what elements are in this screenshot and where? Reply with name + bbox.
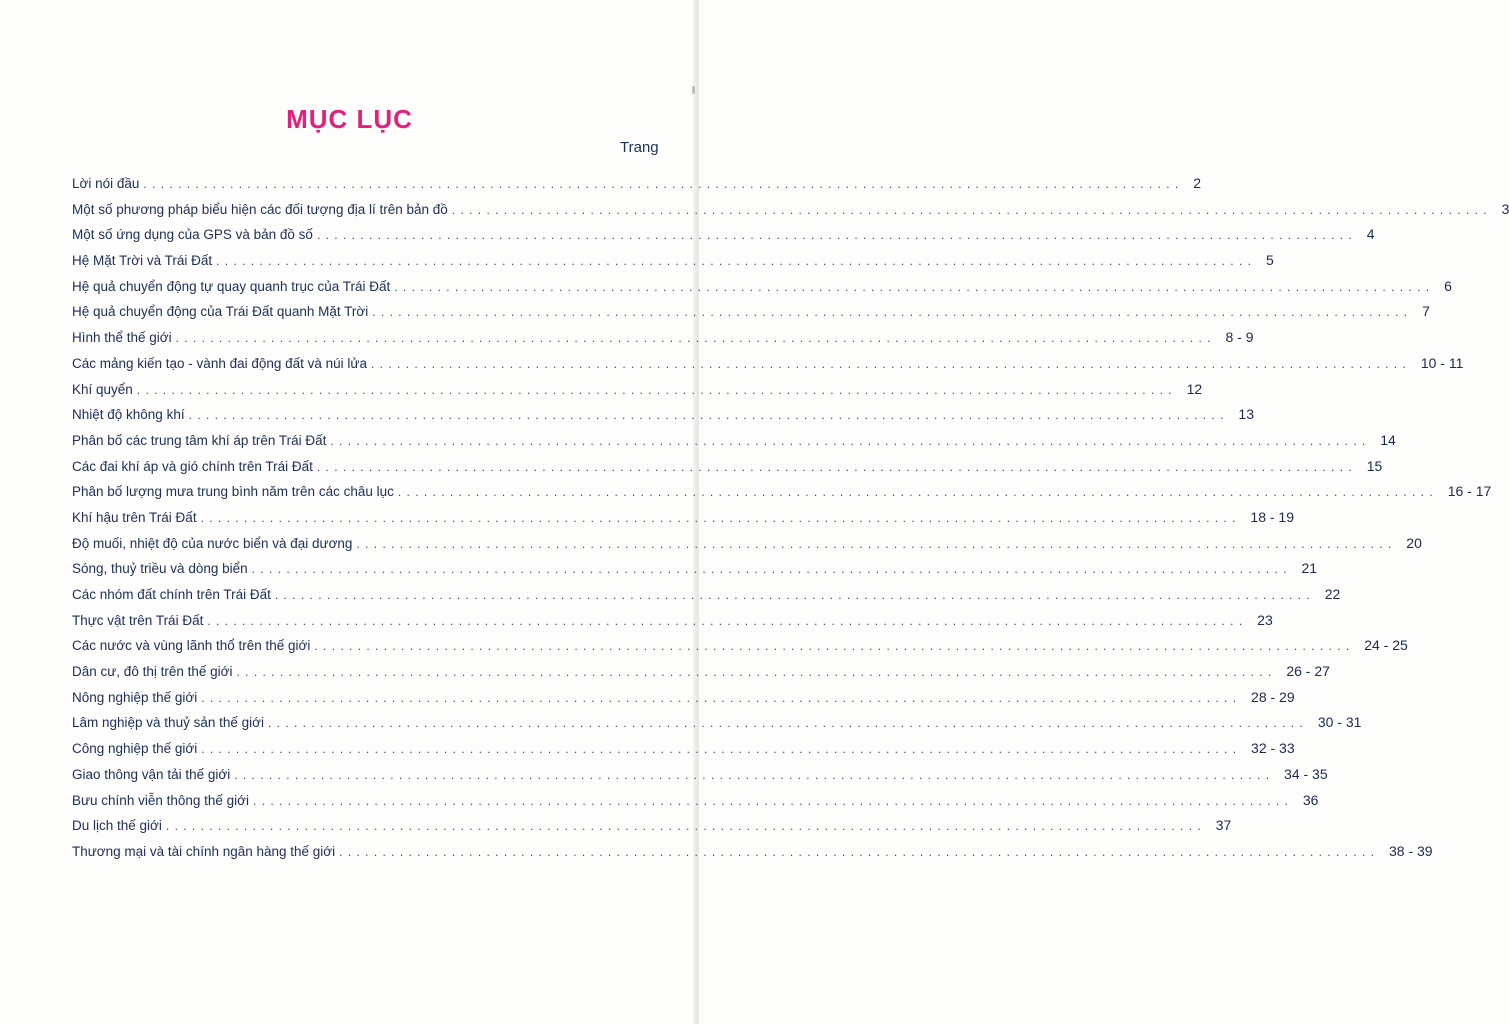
edge-mark (692, 86, 695, 94)
toc-dot-leader: . . . . . . . . . . . . . . . . . . . . . . . . . . . . . . . . . . . . . . . . . . . . . . . . . . . . . . . . . . . . . . . . . . . . . . . . . . . . . . . . . . . . . . . . . . . . . . . . . . . . . . . . . . . . . . . . . . . . . . . . (451, 202, 1488, 217)
toc-dot-leader: . . . . . . . . . . . . . . . . . . . . . . . . . . . . . . . . . . . . . . . . . . . . . . . . . . . . . . . . . . . . . . . . . . . . . . . . . . . . . . . . . . . . . . . . . . . . . . . . . . . . . . . . . . . . . . . . . . . . . . . . (188, 408, 1225, 423)
toc-entry-title: Lời nói đầu (72, 176, 140, 191)
toc-entry-title: Một số ứng dụng của GPS và bản đồ số (72, 227, 313, 243)
toc-entry-page: 38 - 39 (1388, 842, 1433, 859)
toc-entry-page: 22 (1324, 586, 1341, 602)
toc-entry-page: 30 - 31 (1317, 714, 1362, 731)
toc-dot-leader: . . . . . . . . . . . . . . . . . . . . . . . . . . . . . . . . . . . . . . . . . . . . . . . . . . . . . . . . . . . . . . . . . . . . . . . . . . . . . . . . . . . . . . . . . . . . . . . . . . . . . . . . . . . . . . . . . . . . . . . . (216, 254, 1252, 269)
toc-entry-page: 24 - 25 (1364, 637, 1408, 654)
toc-dot-leader: . . . . . . . . . . . . . . . . . . . . . . . . . . . . . . . . . . . . . . . . . . . . . . . . . . . . . . . . . . . . . . . . . . . . . . . . . . . . . . . . . . . . . . . . . . . . . . . . . . . . . . . . . . . . . . . . . . . . . . . . (201, 690, 1238, 705)
toc-entry-title: Hệ Mặt Trời và Trái Đất (72, 253, 213, 269)
toc-entry-title: Thương mại và tài chính ngân hàng thế giới (72, 843, 336, 859)
toc-entry (72, 736, 1295, 762)
toc-entry-title: Du lịch thế giới (72, 818, 162, 834)
toc-dot-leader: . . . . . . . . . . . . . . . . . . . . . . . . . . . . . . . . . . . . . . . . . . . . . . . . . . . . . . . . . . . . . . . . . . . . . . . . . . . . . . . . . . . . . . . . . . . . . . . . . . . . . . . . . . . . . . . . . . . . . . . . (143, 177, 1180, 191)
toc-dot-leader: . . . . . . . . . . . . . . . . . . . . . . . . . . . . . . . . . . . . . . . . . . . . . . . . . . . . . . . . . . . . . . . . . . . . . . . . . . . . . . . . . . . . . . . . . . . . . . . . . . . . . . . . . . . . . . . . . . . . . . . . (234, 767, 1271, 782)
toc-entry (72, 428, 1396, 454)
toc-entry-page: 10 - 11 (1420, 354, 1464, 371)
toc-dot-leader: . . . . . . . . . . . . . . . . . . . . . . . . . . . . . . . . . . . . . . . . . . . . . . . . . . . . . . . . . . . . . . . . . . . . . . . . . . . . . . . . . . . . . . . . . . . . . . . . . . . . . . . . . . . . . . . . . . . . . . . . (267, 716, 1304, 731)
toc-dot-leader: . . . . . . . . . . . . . . . . . . . . . . . . . . . . . . . . . . . . . . . . . . . . . . . . . . . . . . . . . . . . . . . . . . . . . . . . . . . . . . . . . . . . . . . . . . . . . . . . . . . . . . . . . . . . . . . . . . . . . . . . (397, 485, 1434, 500)
toc-entry-page: 34 - 35 (1284, 765, 1328, 782)
toc-dot-leader: . . . . . . . . . . . . . . . . . . . . . . . . . . . . . . . . . . . . . . . . . . . . . . . . . . . . . . . . . . . . . . . . . . . . . . . . . . . . . . . . . . . . . . . . . . . . . . . . . . . . . . . . . . . . . . . . . . . . . . . . (356, 536, 1393, 551)
toc-dot-leader: . . . . . . . . . . . . . . . . . . . . . . . . . . . . . . . . . . . . . . . . . . . . . . . . . . . . . . . . . . . . . . . . . . . . . . . . . . . . . . . . . . . . . . . . . . . . . . . . . . . . . . . . . . . . . . . . . . . . . . . . (316, 228, 1353, 243)
toc-entry-title: Khí quyển (72, 381, 133, 397)
toc-entry-page: 5 (1265, 252, 1274, 269)
toc-entry-page: 16 - 17 (1447, 483, 1492, 500)
toc-entry (72, 274, 1452, 300)
toc-entry-title: Khí hậu trên Trái Đất (72, 509, 197, 525)
toc-entry (72, 454, 1383, 480)
toc-dot-leader: . . . . . . . . . . . . . . . . . . . . . . . . . . . . . . . . . . . . . . . . . . . . . . . . . . . . . . . . . . . . . . . . . . . . . . . . . . . . . . . . . . . . . . . . . . . . . . . . . . . . . . . . . . . . . . . . . . . . . . . . (201, 742, 1238, 757)
toc-dot-leader: . . . . . . . . . . . . . . . . . . . . . . . . . . . . . . . . . . . . . . . . . . . . . . . . . . . . . . . . . . . . . . . . . . . . . . . . . . . . . . . . . . . . . . . . . . . . . . . . . . . . . . . . . . . . . . . . . . . . . . . . (253, 793, 1289, 808)
page-column-label: Trang (620, 139, 659, 156)
toc-entry (72, 171, 1202, 197)
toc-entry (72, 402, 1254, 428)
toc-entry (72, 222, 1375, 248)
toc-entry-page: 15 (1366, 457, 1383, 474)
toc-entry-title: Các nhóm đất chính trên Trái Đất (72, 587, 271, 602)
toc-entry-title: Thực vật trên Trái Đất (72, 612, 204, 628)
toc-entry (72, 659, 1330, 685)
toc-entry-page: 2 (1193, 175, 1202, 191)
toc-entry-title: Phân bố lượng mưa trung bình năm trên các châu lục (72, 484, 394, 500)
toc-entry (72, 197, 1509, 223)
toc-entry-title: Bưu chính viễn thông thế giới (72, 792, 250, 808)
toc-entry (72, 685, 1295, 711)
toc-dot-leader: . . . . . . . . . . . . . . . . . . . . . . . . . . . . . . . . . . . . . . . . . . . . . . . . . . . . . . . . . . . . . . . . . . . . . . . . . . . . . . . . . . . . . . . . . . . . . . . . . . . . . . . . . . . . . . . . . . . . . . . . (314, 639, 1351, 654)
toc-entry-title: Nông nghiệp thế giới (72, 689, 198, 705)
toc-entry (72, 377, 1203, 403)
toc-entry-title: Giao thông vận tải thế giới (72, 766, 231, 782)
toc-dot-leader: . . . . . . . . . . . . . . . . . . . . . . . . . . . . . . . . . . . . . . . . . . . . . . . . . . . . . . . . . . . . . . . . . . . . . . . . . . . . . . . . . . . . . . . . . . . . . . . . . . . . . . . . . . . . . . . . . . . . . . . . (274, 588, 1311, 602)
toc-entry-page: 26 - 27 (1286, 663, 1330, 680)
toc-entry (72, 813, 1232, 839)
toc-dot-leader: . . . . . . . . . . . . . . . . . . . . . . . . . . . . . . . . . . . . . . . . . . . . . . . . . . . . . . . . . . . . . . . . . . . . . . . . . . . . . . . . . . . . . . . . . . . . . . . . . . . . . . . . . . . . . . . . . . . . . . . . (370, 356, 1407, 371)
toc-entry (72, 299, 1430, 325)
toc-dot-leader: . . . . . . . . . . . . . . . . . . . . . . . . . . . . . . . . . . . . . . . . . . . . . . . . . . . . . . . . . . . . . . . . . . . . . . . . . . . . . . . . . . . . . . . . . . . . . . . . . . . . . . . . . . . . . . . . . . . . . . . . (175, 331, 1212, 346)
toc-entry (72, 633, 1408, 659)
toc-dot-leader: . . . . . . . . . . . . . . . . . . . . . . . . . . . . . . . . . . . . . . . . . . . . . . . . . . . . . . . . . . . . . . . . . . . . . . . . . . . . . . . . . . . . . . . . . . . . . . . . . . . . . . . . . . . . . . . . . . . . . . . . (372, 305, 1409, 320)
toc-entry (72, 788, 1319, 814)
toc-dot-leader: . . . . . . . . . . . . . . . . . . . . . . . . . . . . . . . . . . . . . . . . . . . . . . . . . . . . . . . . . . . . . . . . . . . . . . . . . . . . . . . . . . . . . . . . . . . . . . . . . . . . . . . . . . . . . . . . . . . . . . . . (394, 279, 1431, 294)
toc-entry (72, 351, 1464, 377)
toc-entry-page: 12 (1186, 380, 1203, 397)
toc-entry-page: 6 (1444, 277, 1452, 294)
table-of-contents (72, 171, 1509, 865)
toc-entry-page: 37 (1215, 817, 1232, 834)
toc-entry-page: 32 - 33 (1251, 740, 1295, 757)
toc-entry (72, 479, 1492, 505)
toc-entry-title: Công nghiệp thế giới (72, 741, 198, 757)
toc-entry-title: Hình thể thế giới (72, 330, 172, 346)
toc-entry-page: 18 - 19 (1250, 508, 1294, 525)
toc-entry-title: Độ muối, nhiệt độ của nước biển và đại dương (72, 535, 353, 551)
toc-entry (72, 839, 1433, 865)
toc-entry-title: Sóng, thuỷ triều và dòng biển (72, 561, 248, 577)
toc-entry-page: 13 (1238, 406, 1254, 423)
toc-entry-title: Hệ quả chuyển động của Trái Đất quanh Mặt Trời (72, 304, 369, 320)
toc-entry-title: Lâm nghiệp và thuỷ sản thế giới (72, 715, 264, 731)
toc-entry-page: 20 (1406, 534, 1422, 551)
toc-entry (72, 710, 1362, 736)
toc-entry-title: Dân cư, đô thị trên thế giới (72, 664, 233, 680)
toc-entry-page: 8 - 9 (1225, 329, 1254, 346)
toc-entry-page: 36 (1302, 791, 1319, 808)
toc-entry-page: 23 (1257, 611, 1273, 628)
page-title: MỤC LỤC (286, 104, 413, 134)
toc-dot-leader: . . . . . . . . . . . . . . . . . . . . . . . . . . . . . . . . . . . . . . . . . . . . . . . . . . . . . . . . . . . . . . . . . . . . . . . . . . . . . . . . . . . . . . . . . . . . . . . . . . . . . . . . . . . . . . . . . . . . . . . . (236, 665, 1273, 680)
toc-entry-page: 28 - 29 (1251, 688, 1295, 705)
toc-dot-leader: . . . . . . . . . . . . . . . . . . . . . . . . . . . . . . . . . . . . . . . . . . . . . . . . . . . . . . . . . . . . . . . . . . . . . . . . . . . . . . . . . . . . . . . . . . . . . . . . . . . . . . . . . . . . . . . . . . . . . . . . (251, 562, 1288, 577)
toc-entry (72, 582, 1341, 608)
toc-entry (72, 505, 1294, 531)
toc-entry-page: 4 (1366, 226, 1375, 243)
toc-entry-page: 3 (1501, 200, 1509, 217)
toc-dot-leader: . . . . . . . . . . . . . . . . . . . . . . . . . . . . . . . . . . . . . . . . . . . . . . . . . . . . . . . . . . . . . . . . . . . . . . . . . . . . . . . . . . . . . . . . . . . . . . . . . . . . . . . . . . . . . . . . . . . . . . . . (330, 433, 1367, 448)
toc-dot-leader: . . . . . . . . . . . . . . . . . . . . . . . . . . . . . . . . . . . . . . . . . . . . . . . . . . . . . . . . . . . . . . . . . . . . . . . . . . . . . . . . . . . . . . . . . . . . . . . . . . . . . . . . . . . . . . . . . . . . . . . . (207, 613, 1244, 628)
toc-entry (72, 556, 1318, 582)
toc-dot-leader: . . . . . . . . . . . . . . . . . . . . . . . . . . . . . . . . . . . . . . . . . . . . . . . . . . . . . . . . . . . . . . . . . . . . . . . . . . . . . . . . . . . . . . . . . . . . . . . . . . . . . . . . . . . . . . . . . . . . . . . . (339, 844, 1375, 859)
toc-entry (72, 531, 1422, 557)
toc-entry-page: 14 (1380, 431, 1396, 448)
toc-dot-leader: . . . . . . . . . . . . . . . . . . . . . . . . . . . . . . . . . . . . . . . . . . . . . . . . . . . . . . . . . . . . . . . . . . . . . . . . . . . . . . . . . . . . . . . . . . . . . . . . . . . . . . . . . . . . . . . . . . . . . . . . (165, 819, 1202, 834)
toc-entry-title: Các mảng kiến tạo - vành đai động đất và núi lửa (72, 355, 367, 371)
toc-entry-title: Phân bố các trung tâm khí áp trên Trái Đất (72, 432, 327, 448)
toc-dot-leader: . . . . . . . . . . . . . . . . . . . . . . . . . . . . . . . . . . . . . . . . . . . . . . . . . . . . . . . . . . . . . . . . . . . . . . . . . . . . . . . . . . . . . . . . . . . . . . . . . . . . . . . . . . . . . . . . . . . . . . . . (200, 510, 1237, 525)
toc-entry-title: Nhiệt độ không khí (72, 407, 185, 423)
toc-entry (72, 325, 1254, 351)
toc-entry (72, 762, 1328, 788)
toc-entry-title: Hệ quả chuyển động tự quay quanh trục của Trái Đất (72, 278, 391, 294)
toc-dot-leader: . . . . . . . . . . . . . . . . . . . . . . . . . . . . . . . . . . . . . . . . . . . . . . . . . . . . . . . . . . . . . . . . . . . . . . . . . . . . . . . . . . . . . . . . . . . . . . . . . . . . . . . . . . . . . . . . . . . . . . . . (316, 459, 1353, 474)
toc-entry (72, 248, 1274, 274)
toc-dot-leader: . . . . . . . . . . . . . . . . . . . . . . . . . . . . . . . . . . . . . . . . . . . . . . . . . . . . . . . . . . . . . . . . . . . . . . . . . . . . . . . . . . . . . . . . . . . . . . . . . . . . . . . . . . . . . . . . . . . . . . . . (136, 382, 1173, 397)
toc-entry-page: 21 (1301, 560, 1318, 577)
toc-entry (72, 608, 1273, 634)
toc-entry-title: Một số phương pháp biểu hiện các đối tượng địa lí trên bản đồ (72, 201, 448, 217)
toc-entry-title: Các nước và vùng lãnh thổ trên thế giới (72, 638, 311, 654)
toc-entry-title: Các đai khí áp và gió chính trên Trái Đất (72, 458, 313, 474)
toc-entry-page: 7 (1422, 303, 1430, 320)
